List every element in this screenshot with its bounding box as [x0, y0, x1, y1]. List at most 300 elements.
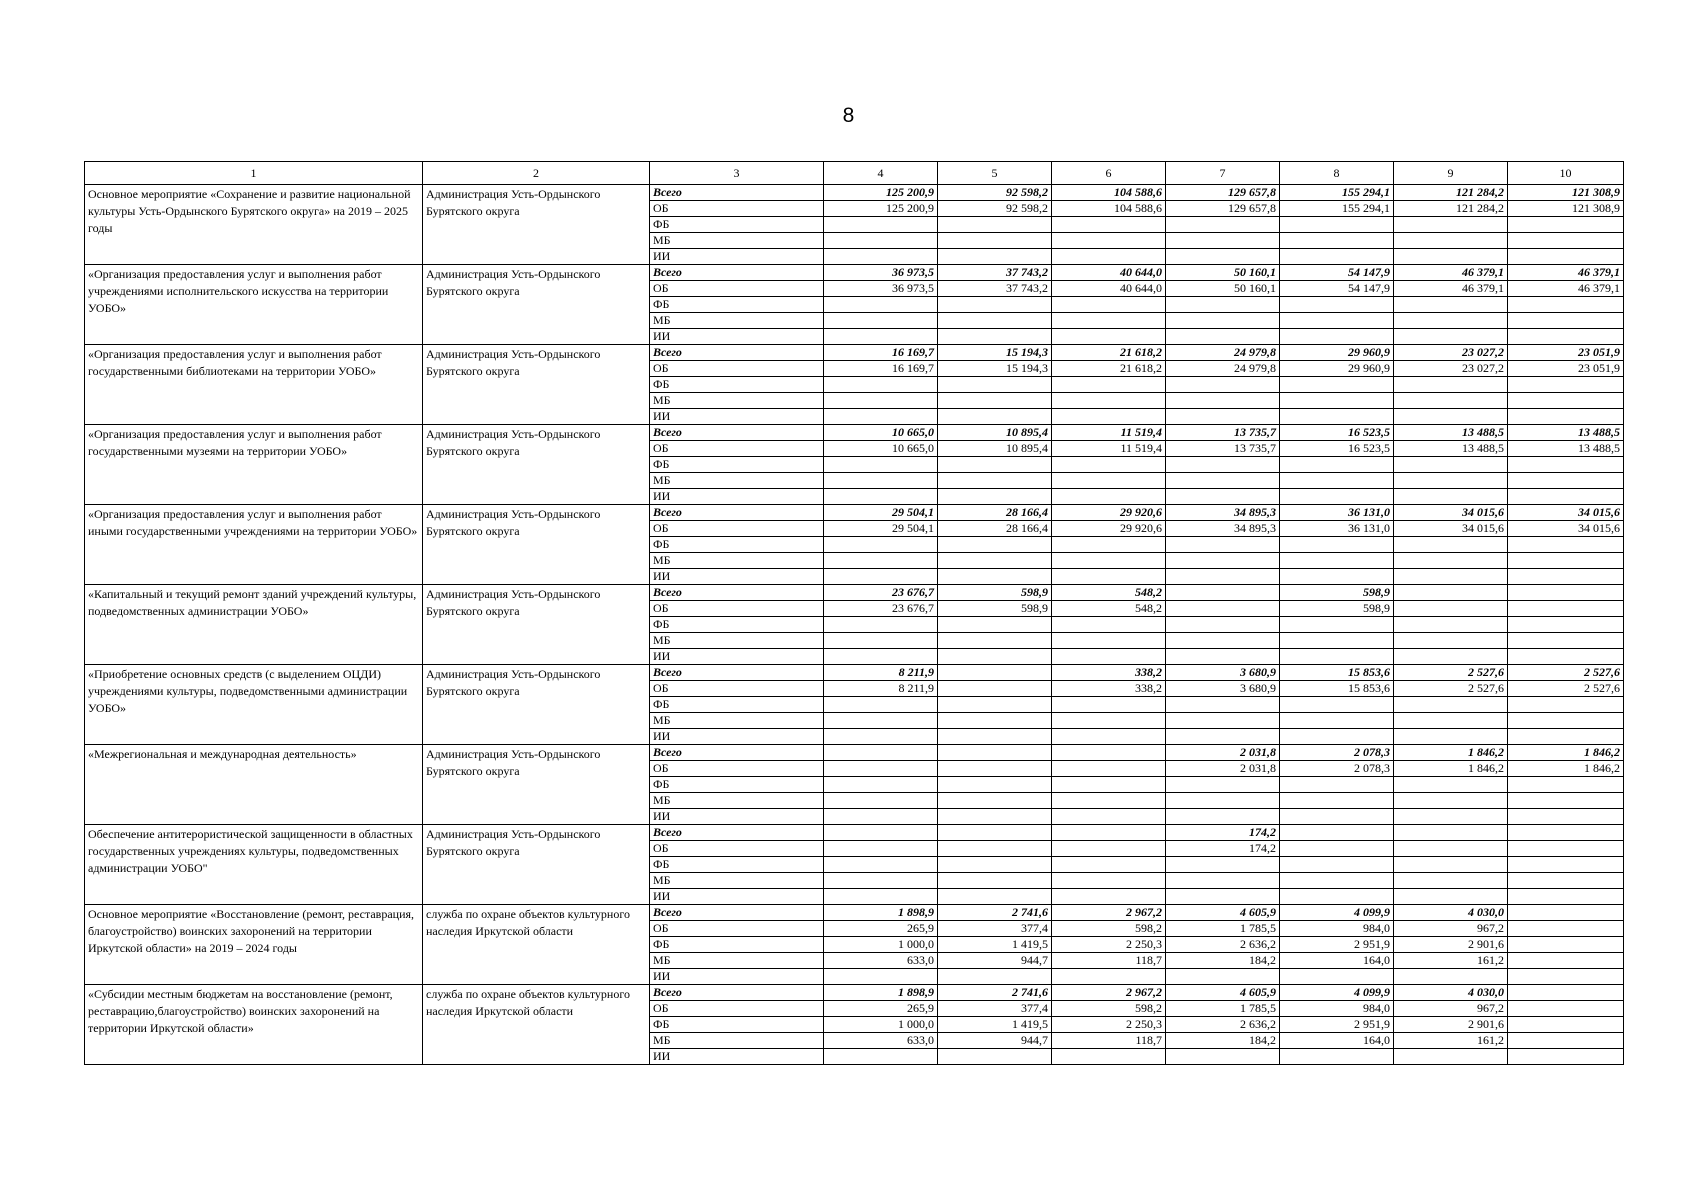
value-cell — [938, 329, 1052, 345]
value-cell: 121 284,2 — [1394, 201, 1508, 217]
value-cell: 338,2 — [1052, 681, 1166, 697]
value-cell — [938, 457, 1052, 473]
value-cell — [938, 841, 1052, 857]
value-cell — [1508, 297, 1624, 313]
value-cell: 24 979,8 — [1166, 361, 1280, 377]
value-cell — [938, 873, 1052, 889]
value-cell — [1508, 937, 1624, 953]
executor-name: Администрация Усть-Ордынского Бурятского округа — [426, 747, 601, 778]
value-cell — [824, 1049, 938, 1065]
funding-source-cell: ИИ — [650, 649, 824, 665]
value-cell — [1394, 793, 1508, 809]
value-cell: 1 898,9 — [824, 985, 938, 1001]
value-cell — [1394, 409, 1508, 425]
value-cell — [938, 713, 1052, 729]
value-cell: 2 636,2 — [1166, 1017, 1280, 1033]
value-cell: 11 519,4 — [1052, 441, 1166, 457]
value-cell: 184,2 — [1166, 953, 1280, 969]
value-cell — [1052, 249, 1166, 265]
value-cell: 34 015,6 — [1508, 521, 1624, 537]
value-cell — [1166, 553, 1280, 569]
value-cell — [824, 889, 938, 905]
table-row — [85, 425, 1624, 441]
value-cell: 2 527,6 — [1394, 681, 1508, 697]
value-cell — [1166, 889, 1280, 905]
value-cell — [1280, 553, 1394, 569]
value-cell — [1052, 617, 1166, 633]
funding-source-cell: ФБ — [650, 1017, 824, 1033]
value-cell — [1166, 809, 1280, 825]
value-cell: 2 527,6 — [1394, 665, 1508, 681]
value-cell: 16 523,5 — [1280, 441, 1394, 457]
header-cell: 7 — [1166, 162, 1280, 185]
value-cell — [1052, 297, 1166, 313]
funding-source-cell: ФБ — [650, 297, 824, 313]
executor-name: Администрация Усть-Ордынского Бурятского округа — [426, 347, 601, 378]
activity-name-cell — [85, 905, 423, 985]
value-cell — [1052, 649, 1166, 665]
value-cell — [1508, 841, 1624, 857]
value-cell — [1280, 841, 1394, 857]
value-cell — [938, 777, 1052, 793]
value-cell — [938, 969, 1052, 985]
funding-source-cell: ИИ — [650, 489, 824, 505]
executor-name: служба по охране объектов культурного наследия Иркутской области — [426, 987, 630, 1018]
value-cell: 29 920,6 — [1052, 521, 1166, 537]
funding-source-cell: ФБ — [650, 217, 824, 233]
value-cell — [1052, 473, 1166, 489]
value-cell — [1508, 953, 1624, 969]
value-cell — [1394, 569, 1508, 585]
value-cell — [824, 697, 938, 713]
value-cell — [1052, 713, 1166, 729]
value-cell: 92 598,2 — [938, 201, 1052, 217]
value-cell: 13 488,5 — [1508, 425, 1624, 441]
activity-name: Основное мероприятие «Восстановление (ремонт, реставрация, благоустройство) воинских захоронений на территории Иркутской области» на 2019 – 2024 годы — [88, 907, 415, 955]
executor-cell — [423, 745, 650, 825]
value-cell — [938, 409, 1052, 425]
funding-source-cell: ОБ — [650, 521, 824, 537]
value-cell — [1508, 825, 1624, 841]
value-cell — [1394, 329, 1508, 345]
value-cell: 10 895,4 — [938, 441, 1052, 457]
funding-source-cell: ИИ — [650, 809, 824, 825]
value-cell — [1166, 1049, 1280, 1065]
value-cell — [1166, 377, 1280, 393]
activity-name: Обеспечение антитерористической защищенности в областных государственных учреждениях культуры, подведомственных администрации УОБО" — [88, 827, 413, 875]
funding-source-cell: Всего — [650, 505, 824, 521]
funding-source-cell: Всего — [650, 825, 824, 841]
activity-name-cell — [85, 825, 423, 905]
funding-source-cell: Всего — [650, 985, 824, 1001]
value-cell: 129 657,8 — [1166, 185, 1280, 201]
value-cell — [938, 217, 1052, 233]
value-cell — [1280, 569, 1394, 585]
funding-source-cell: ИИ — [650, 1049, 824, 1065]
value-cell — [1394, 601, 1508, 617]
executor-cell — [423, 345, 650, 425]
value-cell — [1052, 761, 1166, 777]
value-cell: 15 853,6 — [1280, 681, 1394, 697]
activity-name: «Организация предоставления услуг и выполнения работ иными государственными учреждениями на территории УОБО» — [88, 507, 418, 538]
value-cell: 46 379,1 — [1394, 281, 1508, 297]
value-cell — [1508, 249, 1624, 265]
funding-source-cell: МБ — [650, 793, 824, 809]
value-cell — [1166, 409, 1280, 425]
activity-name: «Организация предоставления услуг и выполнения работ государственными музеями на территории УОБО» — [88, 427, 382, 458]
value-cell — [1052, 377, 1166, 393]
value-cell: 121 308,9 — [1508, 201, 1624, 217]
value-cell — [1166, 697, 1280, 713]
value-cell — [1166, 969, 1280, 985]
funding-source-cell: ОБ — [650, 681, 824, 697]
activity-name-cell — [85, 265, 423, 345]
executor-name: Администрация Усть-Ордынского Бурятского округа — [426, 427, 601, 458]
value-cell: 984,0 — [1280, 1001, 1394, 1017]
value-cell: 50 160,1 — [1166, 265, 1280, 281]
value-cell: 2 078,3 — [1280, 745, 1394, 761]
executor-name: Администрация Усть-Ордынского Бурятского округа — [426, 827, 601, 858]
funding-source-cell: ИИ — [650, 729, 824, 745]
value-cell — [1166, 217, 1280, 233]
value-cell — [1166, 601, 1280, 617]
value-cell: 155 294,1 — [1280, 201, 1394, 217]
value-cell: 4 605,9 — [1166, 905, 1280, 921]
value-cell: 2 636,2 — [1166, 937, 1280, 953]
value-cell: 2 078,3 — [1280, 761, 1394, 777]
table-row — [85, 185, 1624, 201]
value-cell — [938, 857, 1052, 873]
value-cell — [1394, 969, 1508, 985]
value-cell: 29 960,9 — [1280, 345, 1394, 361]
page-number: 8 — [842, 104, 855, 127]
value-cell: 2 031,8 — [1166, 745, 1280, 761]
funding-source-cell: ФБ — [650, 857, 824, 873]
value-cell — [1394, 233, 1508, 249]
value-cell — [1508, 489, 1624, 505]
value-cell — [1508, 697, 1624, 713]
header-cell: 5 — [938, 162, 1052, 185]
value-cell — [1280, 457, 1394, 473]
value-cell: 633,0 — [824, 1033, 938, 1049]
funding-source-cell: ОБ — [650, 201, 824, 217]
value-cell: 8 211,9 — [824, 665, 938, 681]
table-body — [85, 185, 1624, 1065]
value-cell — [1052, 969, 1166, 985]
executor-cell — [423, 505, 650, 585]
value-cell: 2 527,6 — [1508, 681, 1624, 697]
value-cell — [1394, 633, 1508, 649]
value-cell: 2 741,6 — [938, 905, 1052, 921]
value-cell: 125 200,9 — [824, 201, 938, 217]
value-cell: 46 379,1 — [1394, 265, 1508, 281]
value-cell — [1280, 313, 1394, 329]
header-cell: 10 — [1508, 162, 1624, 185]
value-cell — [1508, 377, 1624, 393]
value-cell — [1166, 633, 1280, 649]
value-cell — [938, 1049, 1052, 1065]
funding-source-cell: Всего — [650, 345, 824, 361]
funding-source-cell: МБ — [650, 233, 824, 249]
value-cell — [1052, 697, 1166, 713]
header-cell: 2 — [423, 162, 650, 185]
value-cell — [1508, 329, 1624, 345]
value-cell: 164,0 — [1280, 953, 1394, 969]
value-cell — [938, 489, 1052, 505]
value-cell: 13 488,5 — [1394, 425, 1508, 441]
value-cell: 16 169,7 — [824, 345, 938, 361]
value-cell — [1166, 617, 1280, 633]
value-cell: 23 051,9 — [1508, 345, 1624, 361]
value-cell: 28 166,4 — [938, 521, 1052, 537]
value-cell — [938, 569, 1052, 585]
value-cell: 2 250,3 — [1052, 937, 1166, 953]
value-cell: 10 895,4 — [938, 425, 1052, 441]
value-cell: 29 920,6 — [1052, 505, 1166, 521]
value-cell: 598,9 — [938, 601, 1052, 617]
table-row — [85, 905, 1624, 921]
value-cell: 34 015,6 — [1508, 505, 1624, 521]
header-cell: 3 — [650, 162, 824, 185]
value-cell: 548,2 — [1052, 585, 1166, 601]
value-cell: 4 030,0 — [1394, 905, 1508, 921]
value-cell — [1052, 633, 1166, 649]
value-cell: 16 169,7 — [824, 361, 938, 377]
value-cell — [824, 841, 938, 857]
value-cell — [1508, 553, 1624, 569]
activity-name-cell — [85, 505, 423, 585]
value-cell: 13 735,7 — [1166, 441, 1280, 457]
value-cell: 121 284,2 — [1394, 185, 1508, 201]
funding-source-cell: ФБ — [650, 377, 824, 393]
value-cell — [824, 329, 938, 345]
value-cell: 28 166,4 — [938, 505, 1052, 521]
value-cell — [824, 393, 938, 409]
value-cell — [1280, 697, 1394, 713]
header-cell: 9 — [1394, 162, 1508, 185]
value-cell: 36 973,5 — [824, 265, 938, 281]
value-cell — [1166, 489, 1280, 505]
value-cell — [938, 297, 1052, 313]
value-cell: 34 015,6 — [1394, 521, 1508, 537]
value-cell — [1280, 537, 1394, 553]
value-cell — [938, 665, 1052, 681]
value-cell — [824, 729, 938, 745]
value-cell — [1280, 409, 1394, 425]
value-cell: 2 901,6 — [1394, 937, 1508, 953]
value-cell — [824, 873, 938, 889]
value-cell — [1508, 601, 1624, 617]
value-cell — [1280, 297, 1394, 313]
value-cell — [1280, 825, 1394, 841]
value-cell — [1166, 329, 1280, 345]
value-cell — [1280, 857, 1394, 873]
funding-source-cell: Всего — [650, 665, 824, 681]
value-cell — [1508, 921, 1624, 937]
value-cell: 161,2 — [1394, 1033, 1508, 1049]
value-cell — [1166, 457, 1280, 473]
value-cell — [824, 537, 938, 553]
value-cell — [1394, 617, 1508, 633]
value-cell: 164,0 — [1280, 1033, 1394, 1049]
value-cell: 40 644,0 — [1052, 281, 1166, 297]
value-cell — [1052, 233, 1166, 249]
value-cell — [1508, 393, 1624, 409]
value-cell: 598,9 — [938, 585, 1052, 601]
value-cell — [1508, 1049, 1624, 1065]
value-cell — [1508, 985, 1624, 1001]
value-cell: 2 951,9 — [1280, 1017, 1394, 1033]
value-cell: 16 523,5 — [1280, 425, 1394, 441]
value-cell — [1394, 841, 1508, 857]
value-cell: 3 680,9 — [1166, 665, 1280, 681]
value-cell: 54 147,9 — [1280, 281, 1394, 297]
table-row — [85, 345, 1624, 361]
value-cell: 23 027,2 — [1394, 345, 1508, 361]
table-row — [85, 745, 1624, 761]
value-cell: 15 853,6 — [1280, 665, 1394, 681]
funding-source-cell: ФБ — [650, 537, 824, 553]
value-cell — [824, 777, 938, 793]
value-cell: 598,2 — [1052, 921, 1166, 937]
value-cell — [824, 793, 938, 809]
value-cell: 161,2 — [1394, 953, 1508, 969]
value-cell — [1508, 713, 1624, 729]
funding-source-cell: ОБ — [650, 921, 824, 937]
executor-cell — [423, 265, 650, 345]
value-cell — [938, 889, 1052, 905]
value-cell — [1280, 489, 1394, 505]
value-cell — [1508, 809, 1624, 825]
value-cell — [1052, 409, 1166, 425]
value-cell — [938, 793, 1052, 809]
value-cell: 34 895,3 — [1166, 505, 1280, 521]
value-cell: 15 194,3 — [938, 361, 1052, 377]
value-cell — [824, 569, 938, 585]
value-cell — [1394, 713, 1508, 729]
value-cell: 1 785,5 — [1166, 1001, 1280, 1017]
value-cell: 1 846,2 — [1508, 745, 1624, 761]
value-cell — [1166, 393, 1280, 409]
value-cell: 11 519,4 — [1052, 425, 1166, 441]
value-cell: 4 030,0 — [1394, 985, 1508, 1001]
value-cell — [1508, 1033, 1624, 1049]
value-cell: 29 504,1 — [824, 521, 938, 537]
funding-source-cell: ИИ — [650, 409, 824, 425]
value-cell — [1394, 809, 1508, 825]
value-cell — [1052, 857, 1166, 873]
value-cell — [1508, 537, 1624, 553]
value-cell — [1280, 217, 1394, 233]
value-cell — [1508, 793, 1624, 809]
executor-name: служба по охране объектов культурного наследия Иркутской области — [426, 907, 630, 938]
value-cell: 338,2 — [1052, 665, 1166, 681]
value-cell — [1280, 809, 1394, 825]
activity-name-cell — [85, 425, 423, 505]
value-cell: 548,2 — [1052, 601, 1166, 617]
value-cell — [1052, 1049, 1166, 1065]
value-cell: 23 027,2 — [1394, 361, 1508, 377]
value-cell — [824, 249, 938, 265]
table-row — [85, 585, 1624, 601]
funding-source-cell: ИИ — [650, 889, 824, 905]
executor-cell — [423, 665, 650, 745]
value-cell — [1394, 393, 1508, 409]
value-cell: 967,2 — [1394, 1001, 1508, 1017]
value-cell — [1394, 889, 1508, 905]
value-cell — [1394, 377, 1508, 393]
value-cell — [1166, 649, 1280, 665]
value-cell: 37 743,2 — [938, 265, 1052, 281]
funding-source-cell: ОБ — [650, 601, 824, 617]
funding-source-cell: МБ — [650, 713, 824, 729]
value-cell: 8 211,9 — [824, 681, 938, 697]
value-cell: 155 294,1 — [1280, 185, 1394, 201]
value-cell: 29 960,9 — [1280, 361, 1394, 377]
value-cell: 377,4 — [938, 921, 1052, 937]
value-cell — [1052, 889, 1166, 905]
value-cell — [1280, 793, 1394, 809]
executor-name: Администрация Усть-Ордынского Бурятского округа — [426, 587, 601, 618]
value-cell — [1508, 569, 1624, 585]
value-cell — [824, 473, 938, 489]
value-cell — [1166, 713, 1280, 729]
header-cell: 8 — [1280, 162, 1394, 185]
value-cell — [1052, 313, 1166, 329]
activity-name: «Капитальный и текущий ремонт зданий учреждений культуры, подведомственных администрации УОБО» — [88, 587, 417, 618]
value-cell: 23 051,9 — [1508, 361, 1624, 377]
funding-source-cell: ИИ — [650, 569, 824, 585]
funding-source-cell: ОБ — [650, 841, 824, 857]
value-cell — [1394, 537, 1508, 553]
value-cell — [824, 633, 938, 649]
value-cell: 184,2 — [1166, 1033, 1280, 1049]
value-cell: 1 000,0 — [824, 1017, 938, 1033]
value-cell: 944,7 — [938, 1033, 1052, 1049]
value-cell — [1052, 745, 1166, 761]
value-cell — [1280, 377, 1394, 393]
funding-source-cell: ОБ — [650, 361, 824, 377]
value-cell — [1280, 1049, 1394, 1065]
value-cell: 24 979,8 — [1166, 345, 1280, 361]
funding-source-cell: Всего — [650, 585, 824, 601]
funding-source-cell: Всего — [650, 905, 824, 921]
executor-name: Администрация Усть-Ордынского Бурятского округа — [426, 267, 601, 298]
value-cell: 4 099,9 — [1280, 905, 1394, 921]
value-cell — [1166, 873, 1280, 889]
value-cell — [824, 553, 938, 569]
value-cell — [1394, 649, 1508, 665]
value-cell — [1394, 313, 1508, 329]
value-cell: 633,0 — [824, 953, 938, 969]
activity-name: «Субсидии местным бюджетам на восстановление (ремонт, реставрацию,благоустройство) воинских захоронений на территории Иркутской области» — [88, 987, 393, 1035]
header-cell: 6 — [1052, 162, 1166, 185]
executor-cell — [423, 905, 650, 985]
executor-name: Администрация Усть-Ордынского Бурятского округа — [426, 187, 601, 218]
value-cell — [1052, 217, 1166, 233]
value-cell — [938, 761, 1052, 777]
value-cell — [824, 809, 938, 825]
value-cell: 1 846,2 — [1394, 745, 1508, 761]
value-cell — [1508, 313, 1624, 329]
value-cell: 36 131,0 — [1280, 505, 1394, 521]
value-cell — [824, 217, 938, 233]
value-cell: 46 379,1 — [1508, 265, 1624, 281]
value-cell — [1052, 793, 1166, 809]
value-cell — [824, 761, 938, 777]
value-cell — [1166, 473, 1280, 489]
funding-source-cell: МБ — [650, 553, 824, 569]
